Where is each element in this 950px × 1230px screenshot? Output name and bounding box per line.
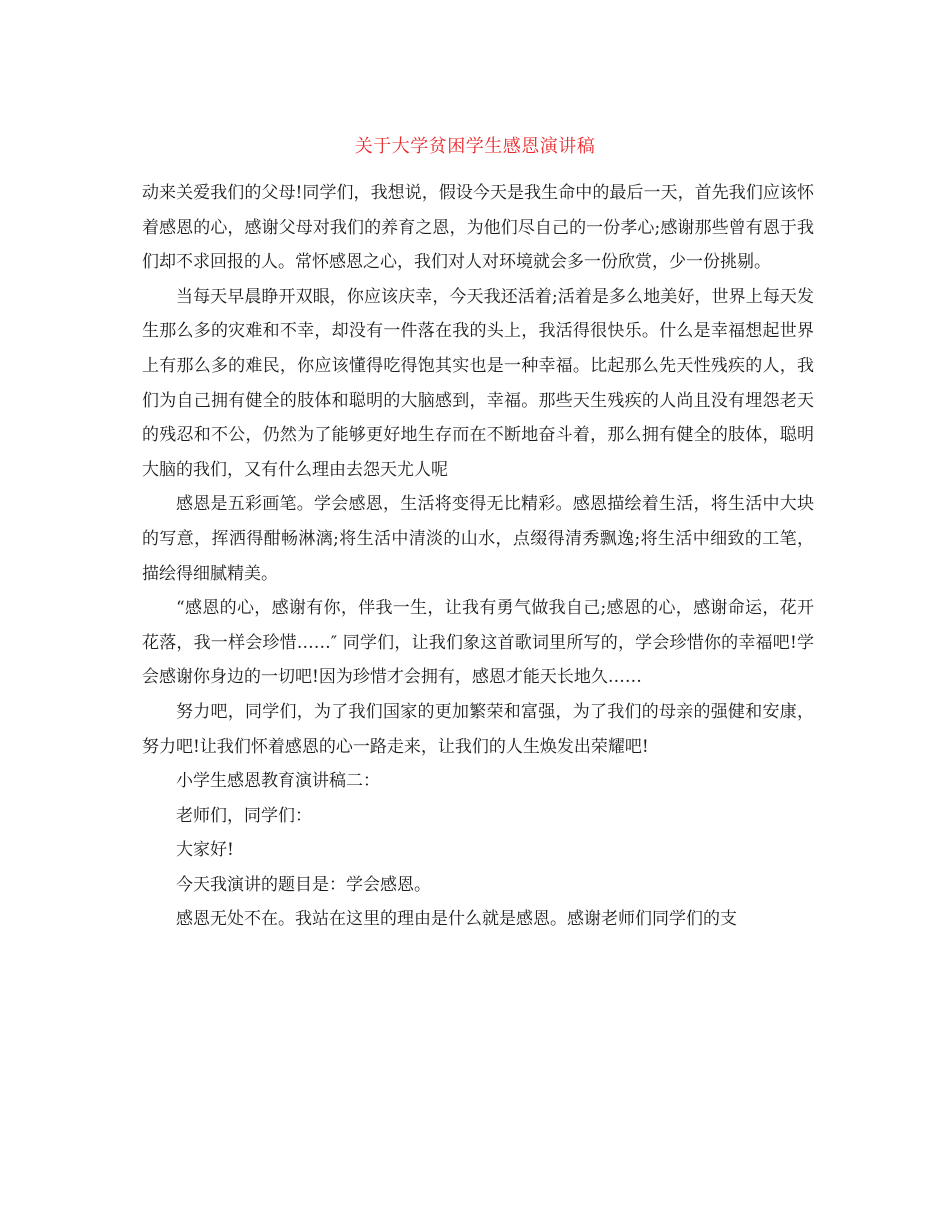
paragraph-1: 动来关爱我们的父母!同学们，我想说，假设今天是我生命中的最后一天，首先我们应该怀着感恩的心，感谢父母对我们的养育之恩，为他们尽自己的一份孝心;感谢那些曾有恩于我们却不求回报的人。常怀感恩之心，我们对人对环境就会多一份欣赏，少一份挑剔。 [142, 183, 814, 273]
paragraph-5: 努力吧，同学们，为了我们国家的更加繁荣和富强，为了我们的母亲的强健和安康，努力吧!让我们怀着感恩的心一路走来，让我们的人生焕发出荣耀吧! [142, 701, 814, 757]
paragraph-3: 感恩是五彩画笔。学会感恩，生活将变得无比精彩。感恩描绘着生活，将生活中大块的写意，挥洒得酣畅淋漓;将生活中清淡的山水，点缀得清秀飘逸;将生活中细致的工笔，描绘得细腻精美。 [142, 494, 814, 584]
paragraph-2: 当每天早晨睁开双眼，你应该庆幸，今天我还活着;活着是多么地美好，世界上每天发生那么多的灾难和不幸，却没有一件落在我的头上，我活得很快乐。什么是幸福想起世界上有那么多的难民，你应该懂得吃得饱其实也是一种幸福。比起那么先天性残疾的人，我们为自己拥有健全的肢体和聪明的大脑感到，幸福。那些天生残疾的人尚且没有埋怨老天的残忍和不公，仍然为了能够更好地生存而在不断地奋斗着，那么拥有健全的肢体，聪明大脑的我们，又有什么理由去怨天尤人呢 [142, 286, 814, 480]
section-heading-2: 小学生感恩教育演讲稿二： [176, 771, 380, 792]
document-body [142, 176, 814, 937]
greeting: 大家好! [176, 840, 234, 861]
speech-topic: 今天我演讲的题目是：学会感恩。 [176, 874, 431, 895]
salutation: 老师们，同学们： [176, 805, 312, 826]
paragraph-10: 感恩无处不在。我站在这里的理由是什么就是感恩。感谢老师们同学们的支 [176, 909, 737, 930]
document-title: 关于大学贫困学生感恩演讲稿 [354, 136, 596, 157]
paragraph-4: “感恩的心，感谢有你，伴我一生，让我有勇气做我自己;感恩的心，感谢命运，花开花落，我一样会珍惜……″ 同学们，让我们象这首歌词里所写的，学会珍惜你的幸福吧!学会感谢你身边的一切吧!因为珍惜才会拥有，感恩才能天长地久…… [142, 598, 814, 688]
